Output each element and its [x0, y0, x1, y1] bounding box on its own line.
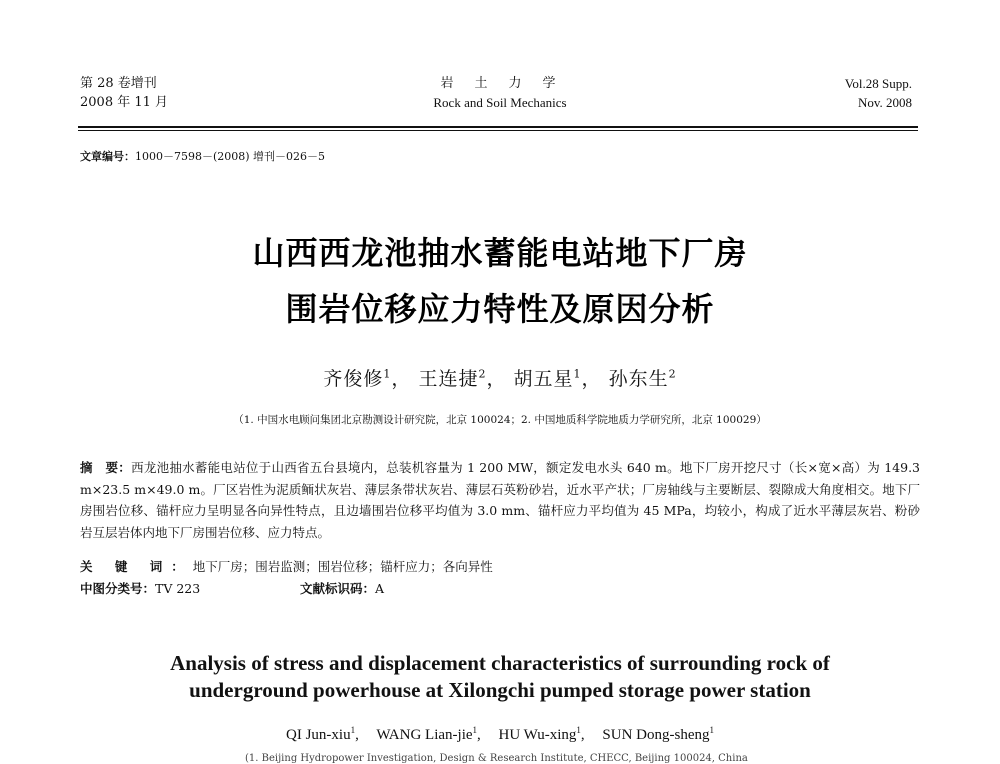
title-cn-line2: 围岩位移应力特性及原因分析 [285, 290, 715, 328]
issue-date-en: Nov. 2008 [857, 95, 912, 110]
article-number [80, 148, 325, 164]
journal-name-cn: 岩 土 力 学 [440, 76, 560, 91]
author-cn: 齐俊修$^1$， [323, 367, 412, 390]
affiliation-en: (1. Beijing Hydropower Investigation, Design & Research Institute, CHECC, Beijing 100024, China [245, 753, 748, 764]
author-cn: 胡五星$^1$， [513, 367, 602, 390]
volume-supplement: 第 28 卷增刊 [80, 76, 157, 91]
title-en-line1: Analysis of stress and displacement characteristics of surrounding rock of [170, 651, 830, 675]
author-en: HU Wu-xing$^1$, [498, 725, 585, 743]
abstract-label: 摘 要： [80, 460, 132, 475]
journal-name-en: Rock and Soil Mechanics [433, 95, 567, 110]
document-code-label: 文献标识码： [300, 581, 376, 596]
issue-date-cn: 2008 年 11 月 [80, 95, 169, 110]
abstract-cn [80, 457, 920, 543]
title-cn-line1: 山西西龙池抽水蓄能电站地下厂房 [252, 234, 748, 272]
clc-label: 中图分类号： [80, 581, 156, 596]
keywords-cn [80, 557, 920, 575]
document-code-value: A [375, 581, 385, 596]
author-cn: 孙东生$^2$ [608, 367, 677, 390]
abstract-text: 西龙池抽水蓄能电站位于山西省五台县境内，总装机容量为 1 200 MW，额定发电水头 640 m。地下厂房开挖尺寸（长×宽×高）为 149.3 m×23.5 m×49.0 m。厂区岩性为泥质鲕状灰岩、薄层条带状灰岩、薄层石英粉砂岩，近水平产状；厂房轴线与主要断层、裂隙成大角度相交。地下厂房围岩位移、锚杆应力呈明显各向异性特点，且边墙围岩位移平均值为 3.0 mm、锚杆应力平均值为 45 MPa，均较小，构成了近水平薄层灰岩、粉砂岩互层岩体内地下厂房围岩位移、应力特点。 [80, 460, 920, 540]
document-code [300, 579, 384, 597]
keywords-text: 地下厂房；围岩监测；围岩位移；锚杆应力；各向异性 [192, 559, 493, 574]
keywords-label: 关 键 词： [80, 559, 193, 574]
clc-value: TV 223 [155, 581, 201, 596]
authors-en [0, 725, 1000, 744]
authors-cn [0, 364, 1000, 391]
volume-en: Vol.28 Supp. [844, 76, 912, 91]
header-rule-thick [78, 126, 918, 128]
header-rule-thin [78, 130, 918, 131]
author-cn: 王连捷$^2$， [418, 367, 507, 390]
article-number-value: 1000－7598－(2008) 增刊－026－5 [135, 150, 326, 163]
author-en: WANG Lian-jie$^1$, [376, 725, 481, 743]
author-en: QI Jun-xiu$^1$, [286, 725, 359, 743]
affiliation-cn: （1. 中国水电顾问集团北京勘测设计研究院，北京 100024；2. 中国地质科学院地质力学研究所，北京 100029） [233, 414, 767, 426]
article-number-label: 文章编号： [80, 150, 135, 163]
clc-number [80, 579, 200, 597]
author-en: SUN Dong-sheng$^1$ [602, 725, 714, 743]
title-en-line2: underground powerhouse at Xilongchi pumped storage power station [189, 678, 811, 702]
running-header-right [845, 74, 912, 112]
